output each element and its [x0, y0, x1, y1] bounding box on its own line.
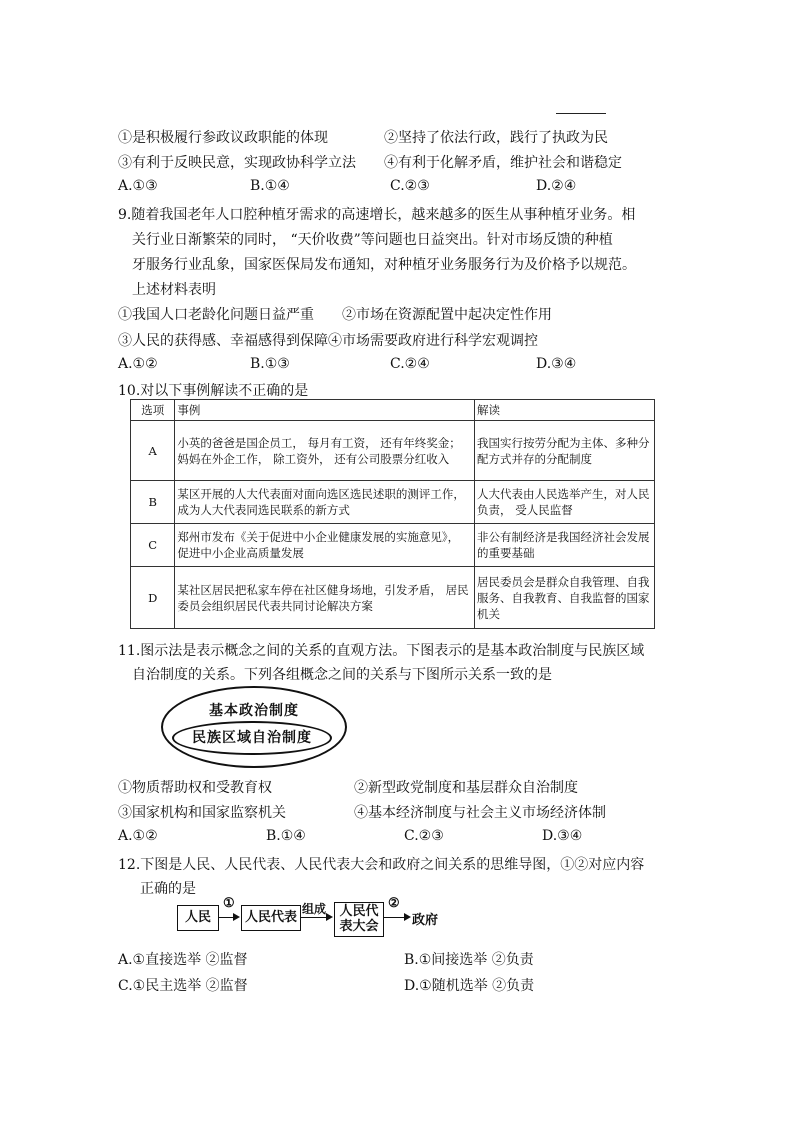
q9-stem-line-4: 上述材料表明 — [132, 282, 216, 298]
flow-npc-box — [334, 902, 384, 937]
row-option: B — [131, 481, 175, 524]
q8-option-4: ④有利于化解矛盾，维护社会和谐稳定 — [384, 155, 622, 171]
row-option: C — [131, 524, 175, 567]
q9-choice-a[interactable]: A.①② — [118, 356, 158, 372]
q8-choice-d[interactable]: D.②④ — [536, 178, 577, 194]
q12-choice-c[interactable]: C.①民主选举 ②监督 — [118, 978, 248, 994]
row-option: D — [131, 567, 175, 629]
flow-rep-box: 人民代表 — [241, 905, 301, 931]
q11-stem-line-1: 11.图示法是表示概念之间的关系的直观方法。下图表示的是基本政治制度与民族区域 — [118, 643, 645, 659]
header-case: 事例 — [175, 400, 475, 421]
q11-choice-a[interactable]: A.①② — [118, 828, 158, 844]
row-case: 郑州市发布《关于促进中小企业健康发展的实施意见》， 促进中小企业高质量发展 — [175, 524, 475, 567]
q9-stem-line-2: 关行业日渐繁荣的同时， “天价收费”等问题也日益突出。针对市场反馈的种植 — [132, 232, 613, 248]
q9-option-1: ①我国人口老龄化问题日益严重 — [118, 307, 314, 323]
q11-option-1: ①物质帮助权和受教育权 — [118, 780, 272, 796]
q8-choice-b[interactable]: B.①④ — [250, 178, 290, 194]
q12-stem-line-2: 正确的是 — [140, 881, 196, 897]
q9-choice-c[interactable]: C.②④ — [390, 356, 430, 372]
q11-option-2: ②新型政党制度和基层群众自治制度 — [354, 780, 578, 796]
arrow-line — [219, 917, 233, 918]
flow-label-2: ② — [388, 896, 400, 911]
arrow-line — [384, 917, 404, 918]
q11-option-4: ④基本经济制度与社会主义市场经济体制 — [354, 805, 606, 821]
q10-table — [130, 399, 655, 629]
table-row — [131, 524, 655, 567]
q10-stem: 10.对以下事例解读不正确的是 — [118, 383, 309, 399]
q11-choice-c[interactable]: C.②③ — [404, 828, 444, 844]
q9-choice-d[interactable]: D.③④ — [536, 356, 577, 372]
row-interpretation: 非公有制经济是我国经济社会发展的重要基础 — [475, 524, 655, 567]
row-interpretation: 居民委员会是群众自我管理、自我服务、自我教育、自我监督的国家机关 — [475, 567, 655, 629]
q12-choice-b[interactable]: B.①间接选举 ②负责 — [404, 952, 534, 968]
npc-label-line-2: 表大会 — [339, 919, 379, 934]
flow-people-box: 人民 — [177, 905, 219, 931]
q12-stem-line-1: 12.下图是人民、人民代表、人民代表大会和政府之间关系的思维导图，①②对应内容 — [118, 857, 645, 873]
row-interpretation: 我国实行按劳分配为主体、多种分配方式并存的分配制度 — [475, 421, 655, 481]
q11-stem-line-2: 自治制度的关系。下列各组概念之间的关系与下图所示关系一致的是 — [132, 667, 552, 683]
arrow-right-icon — [326, 913, 333, 921]
q8-choice-a[interactable]: A.①③ — [118, 178, 158, 194]
flow-label-1: ① — [223, 896, 235, 911]
flow-gov-label: 政府 — [412, 913, 439, 928]
arrow-right-icon — [233, 913, 240, 921]
q9-option-2: ②市场在资源配置中起决定性作用 — [342, 307, 552, 323]
diagram-inner-ellipse: 民族区域自治制度 — [172, 721, 332, 755]
q11-choice-d[interactable]: D.③④ — [542, 828, 583, 844]
arrow-line — [301, 917, 326, 918]
q9-choice-b[interactable]: B.①③ — [250, 356, 290, 372]
q8-option-1: ①是积极履行参政议政职能的体现 — [118, 130, 328, 146]
q8-option-3: ③有利于反映民意，实现政协科学立法 — [118, 155, 356, 171]
table-header-row — [131, 400, 655, 421]
q9-option-3-4: ③人民的获得感、幸福感得到保障④市场需要政府进行科学宏观调控 — [118, 333, 538, 349]
row-case: 某区开展的人大代表面对面向选区选民述职的测评工作， 成为人大代表同选民联系的新方式 — [175, 481, 475, 524]
arrow-right-icon — [404, 913, 411, 921]
header-option: 选项 — [131, 400, 175, 421]
table-row — [131, 481, 655, 524]
header-interpretation: 解读 — [475, 400, 655, 421]
q11-option-3: ③国家机构和国家监察机关 — [118, 805, 286, 821]
row-case: 小英的爸爸是国企员工， 每月有工资， 还有年终奖金； 妈妈在外企工作， 除工资外， 还有公司股票分红收入 — [175, 421, 475, 481]
q8-choice-c[interactable]: C.②③ — [390, 178, 430, 194]
diagram-outer-label: 基本政治制度 — [209, 703, 299, 719]
table-row — [131, 421, 655, 481]
q9-stem-line-3: 牙服务行业乱象，国家医保局发布通知，对种植牙业务服务行为及价格予以规范。 — [132, 257, 636, 273]
row-interpretation: 人大代表由人民选举产生，对人民负责， 受人民监督 — [475, 481, 655, 524]
concept-diagram — [161, 686, 347, 768]
q12-choice-a[interactable]: A.①直接选举 ②监督 — [118, 952, 248, 968]
q9-stem-line-1: 9.随着我国老年人口腔种植牙需求的高速增长，越来越多的医生从事种植牙业务。相 — [118, 207, 636, 223]
answer-blank-line — [556, 113, 606, 114]
q8-option-2: ②坚持了依法行政，践行了执政为民 — [384, 130, 608, 146]
q11-choice-b[interactable]: B.①④ — [266, 828, 306, 844]
table-row — [131, 567, 655, 629]
flow-label-form: 组成 — [302, 902, 327, 916]
row-option: A — [131, 421, 175, 481]
row-case: 某社区居民把私家车停在社区健身场地，引发矛盾， 居民委员会组织居民代表共同讨论解决方案 — [175, 567, 475, 629]
npc-label-line-1: 人民代 — [339, 904, 379, 919]
q12-choice-d[interactable]: D.①随机选举 ②负责 — [404, 978, 535, 994]
